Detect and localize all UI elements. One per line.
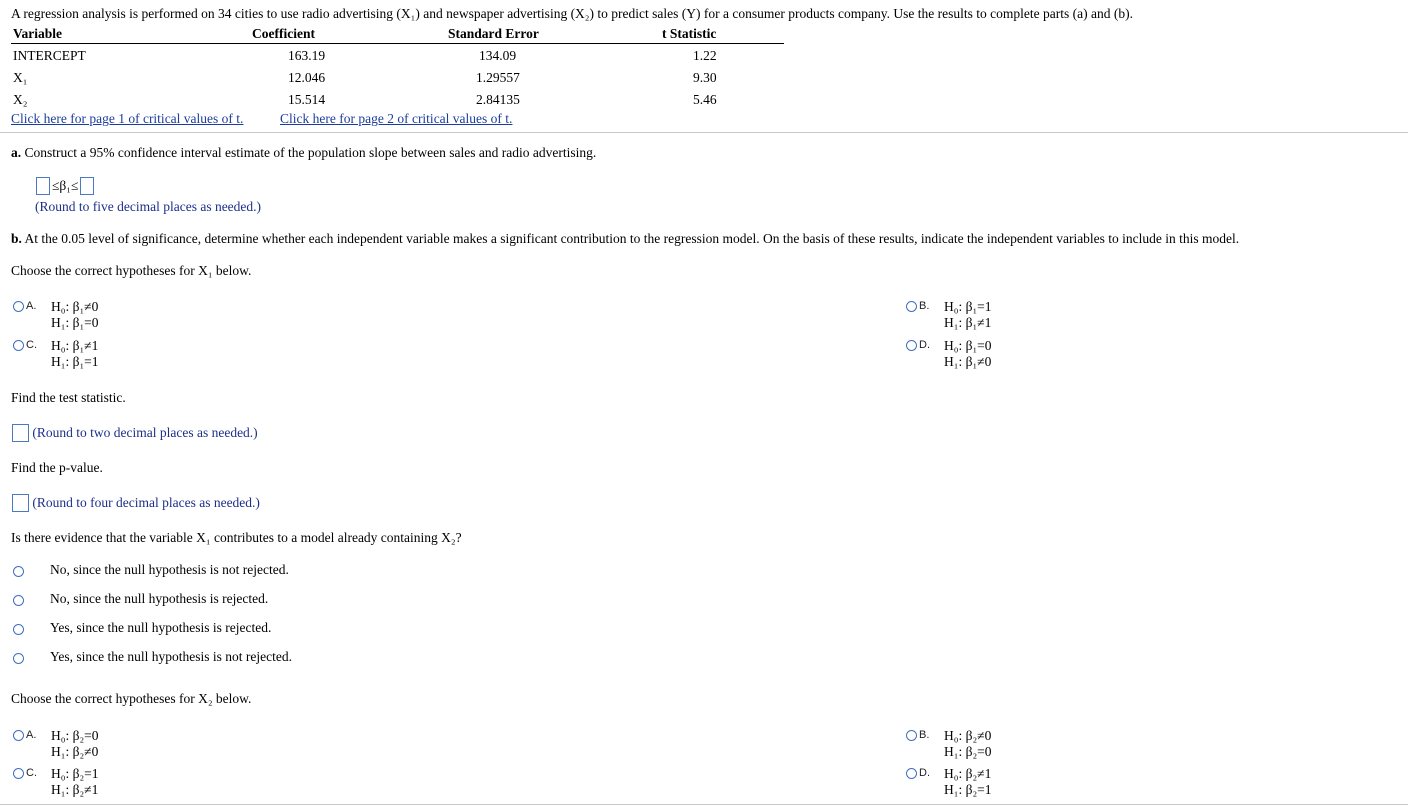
option-h1: H₁: β₁≠0	[944, 354, 992, 369]
part-b-label: b.	[11, 231, 22, 246]
table-cell-t-stat: 1.22	[693, 48, 717, 63]
option-h0: H₀: β₂≠1	[944, 766, 992, 781]
radio-button[interactable]	[13, 566, 24, 577]
table-header-coefficient: Coefficient	[252, 26, 315, 41]
evidence-option-label: Yes, since the null hypothesis is not rejected.	[50, 649, 292, 664]
radio-button[interactable]	[13, 730, 24, 741]
x1-option-c[interactable]	[13, 338, 133, 370]
table-cell-std-error: 1.29557	[476, 70, 520, 85]
table-header-t-stat: t Statistic	[662, 26, 717, 41]
table-header-rule	[11, 43, 784, 44]
radio-button[interactable]	[906, 730, 917, 741]
option-letter: A.	[26, 300, 37, 312]
table-cell-t-stat: 5.46	[693, 92, 717, 107]
ci-inequality: ≤β₁≤	[52, 178, 79, 193]
pvalue-hint: (Round to four decimal places as needed.)	[32, 495, 260, 510]
option-h0: H₀: β₂≠0	[944, 728, 992, 743]
option-h1: H₁: β₁≠1	[944, 315, 992, 330]
table-cell-std-error: 134.09	[479, 48, 517, 63]
option-h0: H₀: β₁≠1	[51, 338, 99, 353]
pvalue-prompt: Find the p-value.	[11, 460, 103, 475]
radio-button[interactable]	[13, 768, 24, 779]
option-h1: H₁: β₁=1	[51, 354, 99, 369]
radio-button[interactable]	[13, 624, 24, 635]
option-h0: H₀: β₁≠0	[51, 299, 99, 314]
option-h0: H₀: β₁=1	[944, 299, 992, 314]
test-stat-input[interactable]	[12, 424, 29, 442]
part-a-hint: (Round to five decimal places as needed.)	[35, 199, 262, 214]
option-letter: D.	[919, 339, 930, 351]
option-h1: H₁: β₁=0	[51, 315, 99, 330]
x2-option-d[interactable]	[906, 766, 1026, 798]
radio-button[interactable]	[13, 653, 24, 664]
radio-button[interactable]	[906, 340, 917, 351]
option-letter: D.	[919, 767, 930, 779]
table-cell-variable: X₂	[13, 92, 28, 107]
confidence-interval-inputs	[36, 177, 94, 195]
ci-lower-input[interactable]	[36, 177, 50, 195]
part-a-label: a.	[11, 145, 22, 160]
test-stat-prompt: Find the test statistic.	[11, 390, 126, 405]
test-stat-hint: (Round to two decimal places as needed.)	[32, 425, 258, 440]
option-letter: C.	[26, 339, 37, 351]
pvalue-row	[12, 494, 260, 512]
problem-intro: A regression analysis is performed on 34 cities to use radio advertising (X₁) and newspaper advertising (X₂) to predict sales (Y) for a consumer products company. Use the results to complete parts (a) and (b).	[11, 6, 1133, 21]
x2-hypotheses-prompt: Choose the correct hypotheses for X₂ below.	[11, 691, 252, 706]
part-b-question	[11, 231, 1239, 247]
option-h1: H₁: β₂=0	[944, 744, 992, 759]
x1-hypotheses-prompt: Choose the correct hypotheses for X₁ below.	[11, 263, 252, 278]
x2-option-a[interactable]	[13, 728, 133, 760]
table-cell-coefficient: 15.514	[288, 92, 326, 107]
part-a-question	[11, 145, 596, 161]
option-letter: A.	[26, 729, 37, 741]
table-header-std-error: Standard Error	[448, 26, 539, 41]
pvalue-input[interactable]	[12, 494, 29, 512]
x1-option-a[interactable]	[13, 299, 133, 331]
evidence-option-label: No, since the null hypothesis is rejected.	[50, 591, 269, 606]
option-h0: H₀: β₂=1	[51, 766, 99, 781]
section-divider	[0, 132, 1408, 133]
option-letter: B.	[919, 729, 930, 741]
radio-button[interactable]	[13, 340, 24, 351]
radio-button[interactable]	[906, 768, 917, 779]
option-letter: C.	[26, 767, 37, 779]
radio-button[interactable]	[13, 595, 24, 606]
table-cell-coefficient: 163.19	[288, 48, 326, 63]
table-header-variable: Variable	[13, 26, 63, 41]
part-b-text: At the 0.05 level of significance, determine whether each independent variable makes a significant contribution to the regression model. On the basis of these results, indicate the independent variables to include in this model.	[24, 231, 1240, 246]
radio-button[interactable]	[906, 301, 917, 312]
table-cell-coefficient: 12.046	[288, 70, 326, 85]
table-cell-variable: INTERCEPT	[13, 48, 86, 63]
option-h1: H₁: β₂=1	[944, 782, 992, 797]
option-h1: H₁: β₂≠1	[51, 782, 99, 797]
x2-option-b[interactable]	[906, 728, 1026, 760]
test-stat-row	[12, 424, 258, 442]
bottom-divider	[0, 804, 1408, 805]
x1-option-d[interactable]	[906, 338, 1026, 370]
radio-button[interactable]	[13, 301, 24, 312]
x2-option-c[interactable]	[13, 766, 133, 798]
option-letter: B.	[919, 300, 930, 312]
evidence-option-label: No, since the null hypothesis is not rejected.	[50, 562, 289, 577]
evidence-prompt: Is there evidence that the variable X₁ contributes to a model already containing X₂?	[11, 530, 462, 545]
table-cell-variable: X₁	[13, 70, 28, 85]
ci-upper-input[interactable]	[80, 177, 94, 195]
part-a-text: Construct a 95% confidence interval estimate of the population slope between sales and radio advertising.	[24, 145, 597, 160]
table-cell-t-stat: 9.30	[693, 70, 717, 85]
critical-values-page2-link[interactable]: Click here for page 2 of critical values of t.	[280, 111, 513, 126]
option-h0: H₀: β₂=0	[51, 728, 99, 743]
option-h1: H₁: β₂≠0	[51, 744, 99, 759]
x1-option-b[interactable]	[906, 299, 1026, 331]
evidence-option-label: Yes, since the null hypothesis is rejected.	[50, 620, 272, 635]
table-cell-std-error: 2.84135	[476, 92, 520, 107]
critical-values-page1-link[interactable]: Click here for page 1 of critical values of t.	[11, 111, 244, 126]
option-h0: H₀: β₁=0	[944, 338, 992, 353]
